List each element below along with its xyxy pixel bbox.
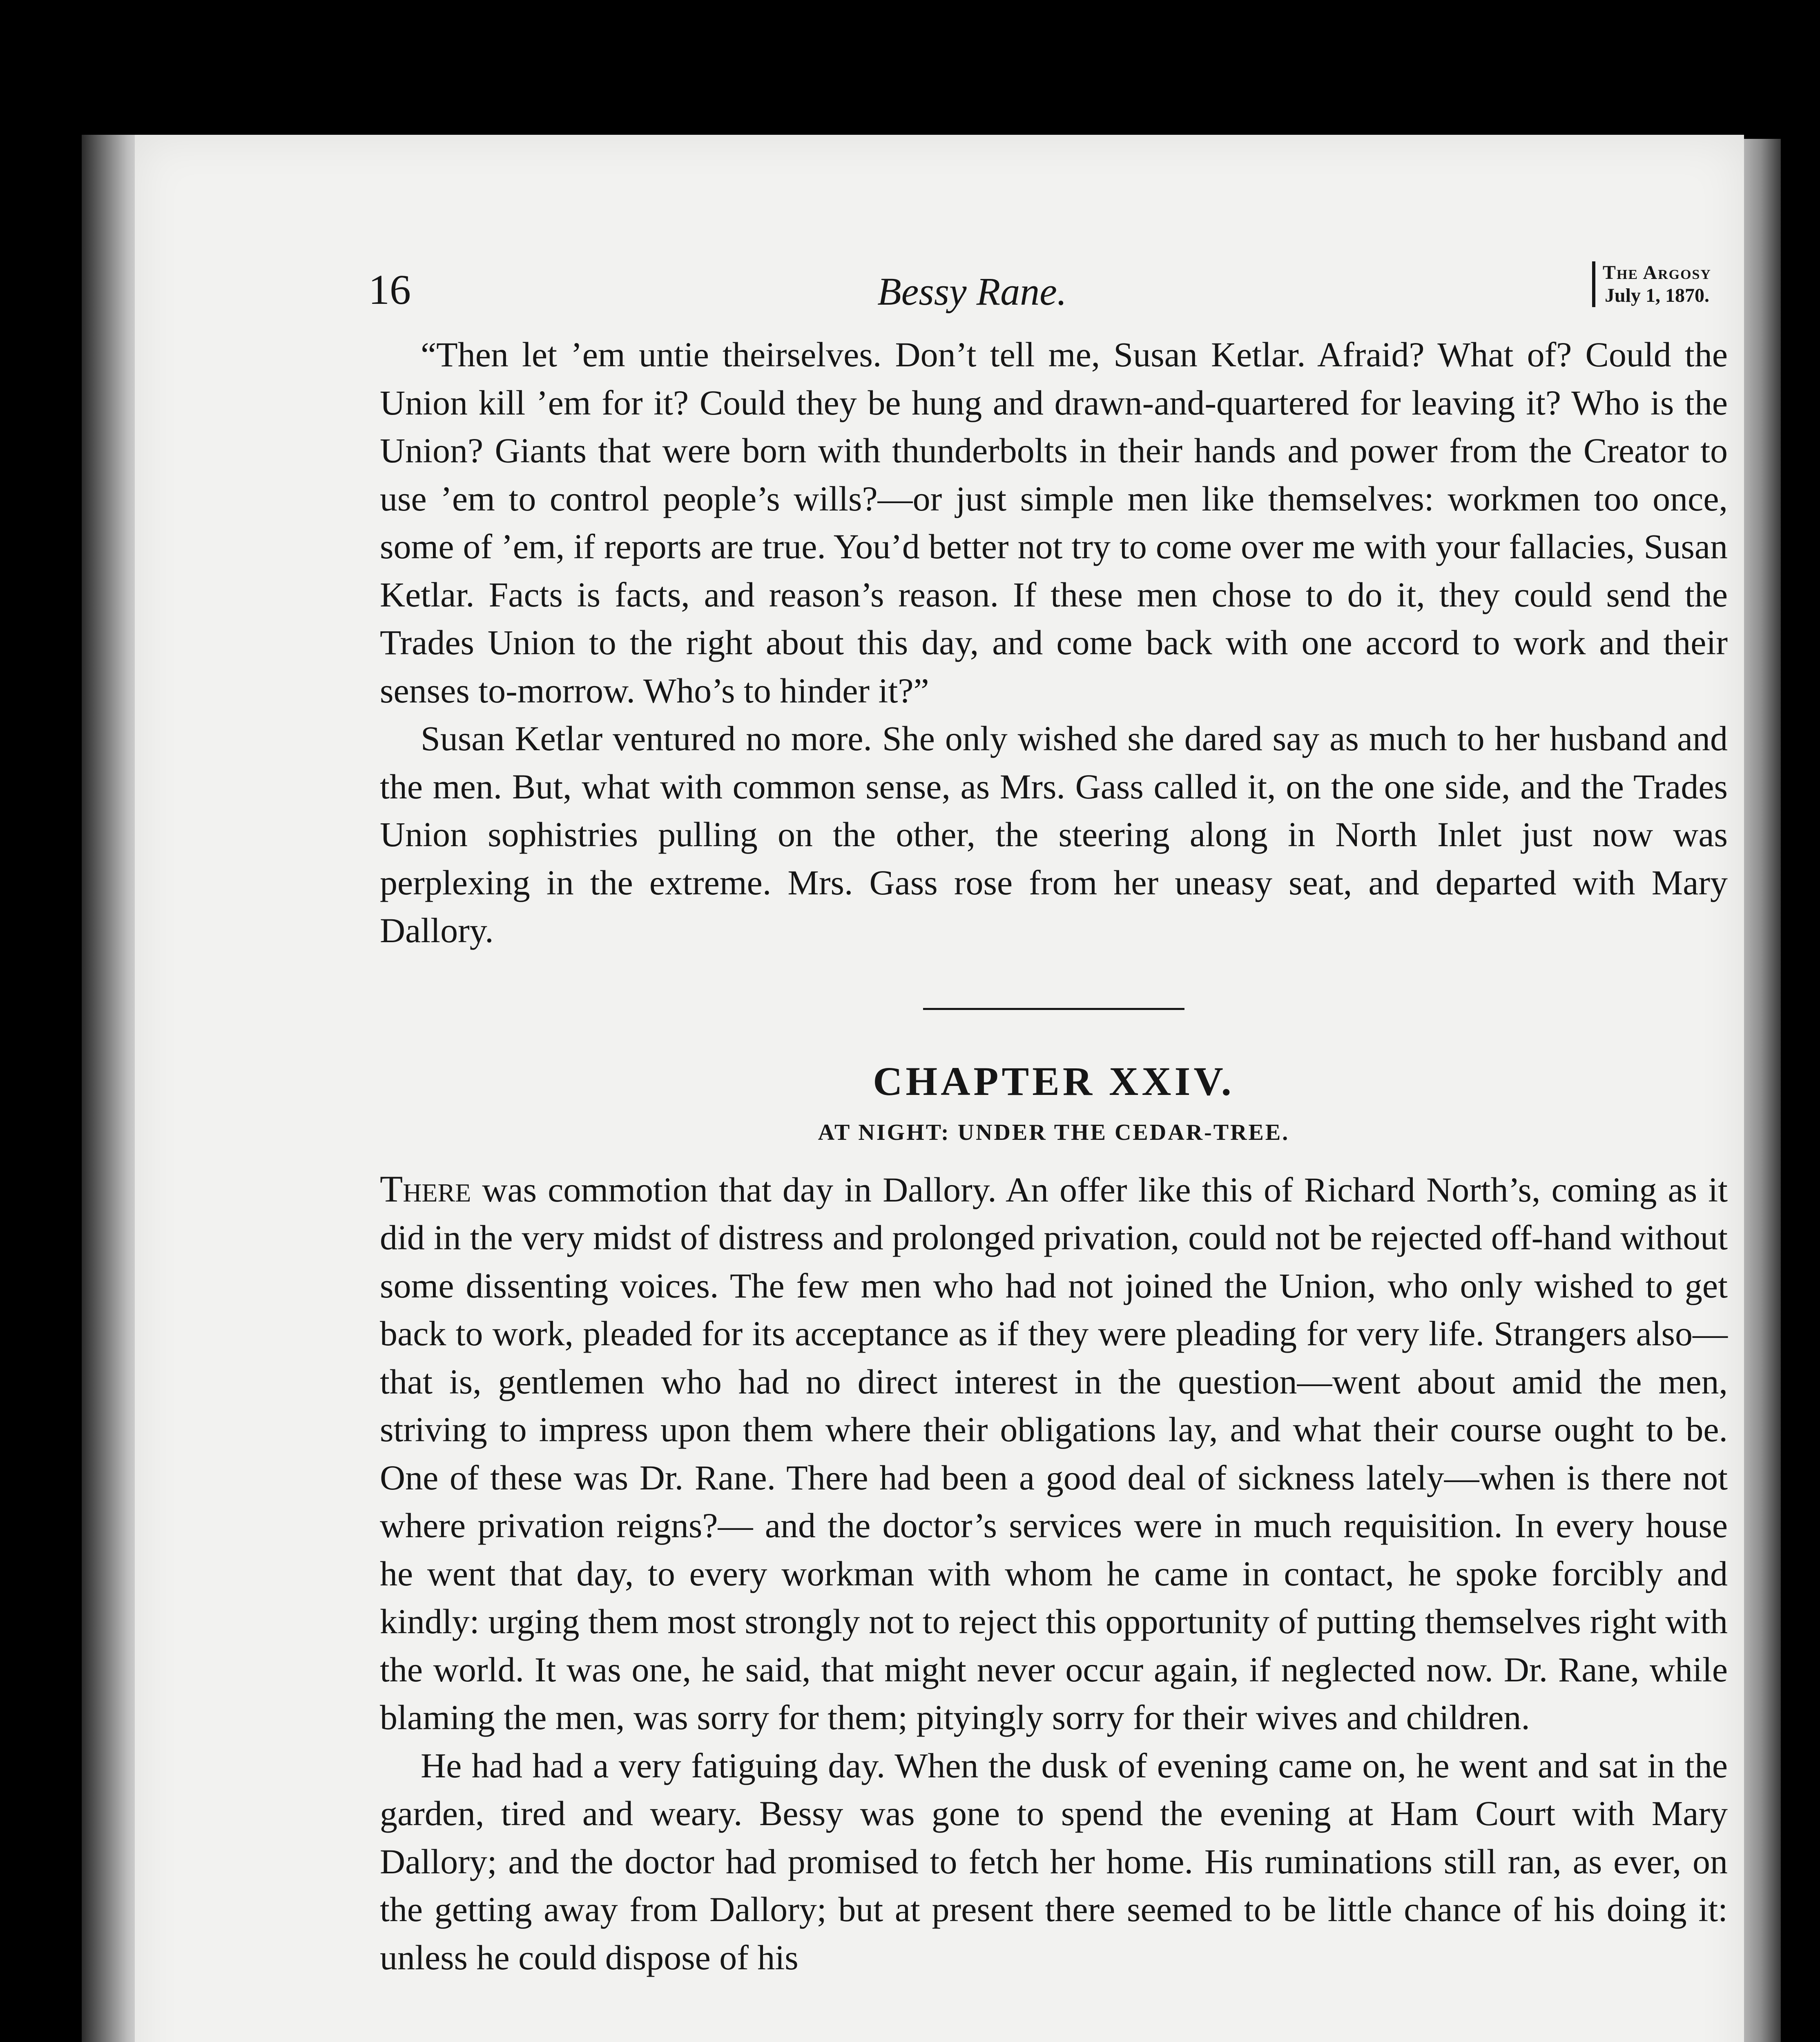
running-title: Bessy Rane. — [877, 270, 1067, 313]
running-head — [368, 257, 1728, 331]
paragraph-dialogue: “Then let ’em untie theirselves. Don’t tell me, Susan Ketlar. Afraid? What of? Could the Union kill ’em for it? Could they be hung and drawn-and-quartered for leaving it? Who is the Union? Giants that were born with thunderbolts in their hands and power from the Creator to use ’em to control people’s wills?—or just simple men like themselves: workmen too once, some of ’em, if reports are true. You’d better not try to come over me with your fallacies, Susan Ketlar. Facts is facts, and reason’s reason. If these men chose to do it, they could send the Trades Union to the right about this day, and come back with one accord to work and their senses to-morrow. Who’s to hinder it?” — [380, 335, 1728, 710]
chapter-heading: CHAPTER XXIV. — [873, 1058, 1235, 1104]
paragraph-chapter-opening — [380, 1165, 1728, 1742]
chapter-lead-word: There — [380, 1168, 471, 1210]
paragraph-fatiguing-day: He had had a very fatiguing day. When the dusk of evening came on, he went and sat in the garden, tired and weary. Bessy was gone to spend the evening at Ham Court with Mary Dallory; and the doctor had promised to fetch her home. His ruminations still ran, as ever, on the getting away from Dallory; but at present there seemed to be little chance of his doing it: unless he could dispose of his — [380, 1746, 1728, 1977]
publication-note — [1592, 261, 1711, 307]
publication-name: The Argosy — [1602, 262, 1711, 283]
publication-date: July 1, 1870. — [1604, 285, 1709, 306]
page-number: 16 — [368, 266, 411, 313]
chapter-subtitle: AT NIGHT: UNDER THE CEDAR-TREE. — [818, 1119, 1290, 1145]
page-text-block — [368, 257, 1728, 2042]
paragraph-susan-ketlar: Susan Ketlar ventured no more. She only wished she dared say as much to her husband and the men. But, what with common sense, as Mrs. Gass called it, on the one side, and the Trades Union sophistries pulling on the other, the steering along in North Inlet just now was perplexing in the extreme. Mrs. Gass rose from her uneasy seat, and departed with Mary Dallory. — [380, 719, 1728, 950]
section-divider — [923, 1008, 1184, 1010]
book-page — [135, 135, 1744, 2042]
chapter-opening-text: was commotion that day in Dallory. An offer like this of Richard North’s, coming as it did in the very midst of distress and prolonged privation, could not be rejected off-hand without some dissenting voices. The few men who had not joined the Union, who only wished to get back to work, pleaded for its acceptance as if they were pleading for very life. Strangers also—that is, gentlemen who had no direct interest in the question—went about amid the men, striving to impress upon them where their obligations lay, and what their course ought to be. One of these was Dr. Rane. There had been a good deal of sickness lately—when is there not where privation reigns?— and the doctor’s services were in much requisition. In every house he went that day, to every workman with whom he came in contact, he spoke forcibly and kindly: urging them most strongly not to reject this opportunity of putting themselves right with the world. It was one, he said, that might never occur again, if neglected now. Dr. Rane, while blaming the men, was sorry for them; pityingly sorry for their wives and children. — [380, 1170, 1728, 1737]
